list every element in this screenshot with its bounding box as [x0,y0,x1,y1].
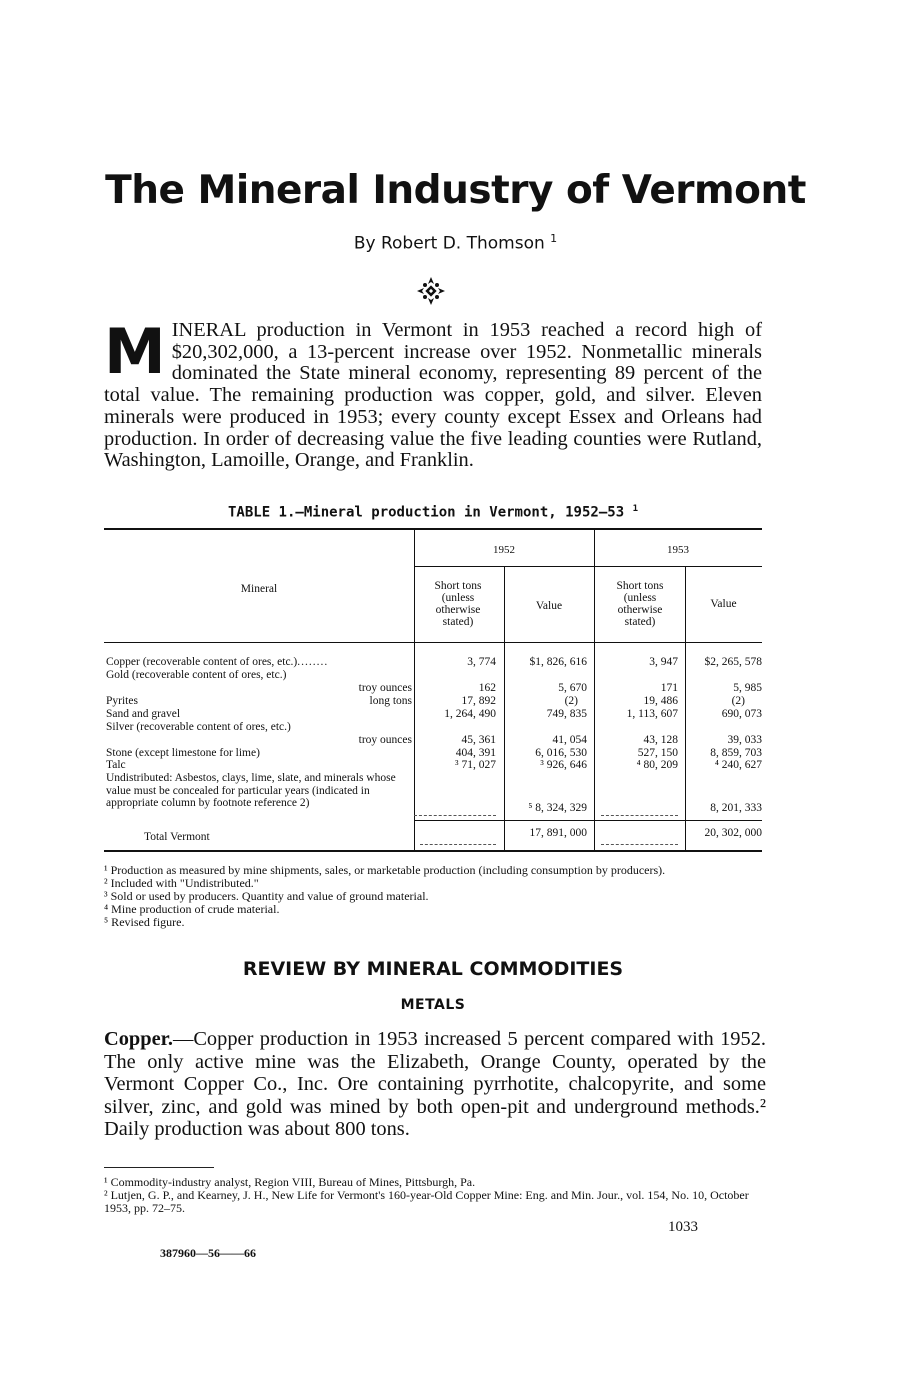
cell-q53: ⁴ 80, 209 [636,759,678,771]
header-value-1952: Value [535,600,563,612]
copper-text: —Copper production in 1953 increased 5 percent compared with 1952. The only active mine was the Elizabeth, Orange County, operated by the Vermont Copper Co., Inc. Ore containing pyrrhotite, chalcopyrite, and some silver, zinc, and gold was mined by both open-pit and underground methods.² Daily production was about 800 tons. [104,1028,766,1140]
table-row-label: Gold (recoverable content of ores, etc.) [106,669,287,681]
cell-v52: 5, 670 [558,682,587,694]
cell-q53: 171 [660,682,678,694]
copper-paragraph [104,1028,766,1141]
ornament-icon [416,276,446,306]
cell-q53: 3, 947 [649,656,678,668]
table-row-label: Stone (except limestone for lime) [106,747,260,759]
cell-q52: ³ 71, 027 [455,759,496,771]
cell-q52: 404, 391 [455,747,496,759]
table-footnotes [104,864,762,929]
table-footnote: ³ Sold or used by producers. Quantity and value of ground material. [104,889,429,903]
cell-q52: 3, 774 [467,656,496,668]
cell-q52: 45, 361 [461,734,496,746]
cell-q53: 1, 113, 607 [626,708,678,720]
section-heading: REVIEW BY MINERAL COMMODITIES [242,958,624,980]
table-row-unit: troy ounces [358,682,412,694]
copper-lead: Copper. [104,1028,173,1050]
table-caption [0,504,866,521]
header-qty-1953: Short tons (unless otherwise stated) [616,580,664,628]
cell-v52: (2) [564,695,578,707]
cell-q52: 1, 264, 490 [444,708,496,720]
cell-v53: 5, 985 [733,682,762,694]
total-rule [414,820,762,821]
cell-v53: (2) [731,695,745,707]
table-bottom-rule [104,850,762,852]
byline [0,232,911,254]
table-footnote: ¹ Production as measured by mine shipments, sales, or marketable production (including consumption by producers). [104,863,666,877]
header-year-1952: 1952 [493,544,515,556]
page-footnote: ¹ Commodity-industry analyst, Region VIII, Bureau of Mines, Pittsburgh, Pa. [104,1175,476,1189]
header-mineral: Mineral [240,583,278,595]
mineral-production-table [104,528,762,854]
footnote-rule [104,1167,214,1168]
cell-v52: 6, 016, 530 [535,747,587,759]
cell-q52: 17, 892 [461,695,496,707]
cell-q53: 19, 486 [643,695,678,707]
cell-v53: 39, 033 [727,734,762,746]
table-footnote: ⁴ Mine production of crude material. [104,902,280,916]
table-row-unit: troy ounces [358,734,412,746]
table-row-label: Pyrites [106,695,138,707]
total-v52: 17, 891, 000 [529,827,587,839]
print-code: 387960—56——66 [160,1246,256,1260]
cell-v53: 8, 859, 703 [710,747,762,759]
header-year-1953: 1953 [667,544,689,556]
table-footnote: ² Included with "Undistributed." [104,876,259,890]
table-row-label: Sand and gravel [106,708,181,720]
author-footnote-ref: 1 [550,232,558,245]
table-caption-ref: 1 [632,504,638,514]
cell-v53: 8, 201, 333 [710,802,762,814]
year-header-rule [414,566,762,567]
table-row-label: Talc [106,759,126,771]
total-q52-empty [420,844,496,845]
total-v53: 20, 302, 000 [704,827,762,839]
page-footnotes [104,1176,766,1215]
table-footnote: ⁵ Revised figure. [104,915,185,929]
cell-v53: 690, 073 [721,708,762,720]
cell-v52: 41, 054 [552,734,587,746]
total-q53-empty [601,844,678,845]
cell-v53: $2, 265, 578 [704,656,762,668]
table-caption-text: TABLE 1.—Mineral production in Vermont, 1952–53 [227,504,625,521]
page-footnote: ² Lutjen, G. P., and Kearney, J. H., New Life for Vermont's 160-year-Old Copper Mine: Eng. and Min. Jour., vol. 154, No. 10, October 1953, pp. 72–75. [104,1188,749,1215]
intro-paragraph [104,315,762,472]
cell-v52: ³ 926, 646 [540,759,587,771]
table-row-unit: long tons [369,695,412,707]
cell-q52-empty [414,802,496,816]
table-row-label: Silver (recoverable content of ores, etc.) [106,721,291,733]
cell-v52: $1, 826, 616 [529,656,587,668]
page-title: The Mineral Industry of Vermont [105,168,806,213]
header-bottom-rule [104,642,762,643]
cell-v53: ⁴ 240, 627 [714,759,762,771]
table-top-rule [104,528,762,530]
cell-v52: 749, 835 [546,708,587,720]
subsection-heading: METALS [400,997,466,1013]
cell-q53-empty [601,802,678,816]
cell-q53: 527, 150 [637,747,678,759]
header-value-1953: Value [710,598,737,610]
table-row-label: Undistributed: Asbestos, clays, lime, slate, and minerals whose value must be concealed for particular years (indicated in appropriate column by footnote reference 2) [106,772,396,809]
author-name: By Robert D. Thomson [353,233,545,254]
header-qty-1952: Short tons (unless otherwise stated) [434,580,482,628]
cell-q53: 43, 128 [643,734,678,746]
page-number: 1033 [668,1219,698,1235]
cell-q52: 162 [478,682,496,694]
table-row-label: Copper (recoverable content of ores, etc.)........ [106,656,329,668]
drop-cap: M [104,315,166,388]
total-label: Total Vermont [144,831,210,843]
cell-v52: ⁵ 8, 324, 329 [528,802,587,814]
intro-text: INERAL production in Vermont in 1953 reached a record high of $20,302,000, a 13-percent increase over 1952. Nonmetallic minerals dominated the State mineral economy, representing 89 percent of the total value. The remaining production was copper, gold, and silver. Eleven minerals were produced in 1953; every county except Essex and Orleans had production. In order of decreasing value the five leading counties were Rutland, Washington, Lamoille, Orange, and Franklin. [104,319,762,472]
